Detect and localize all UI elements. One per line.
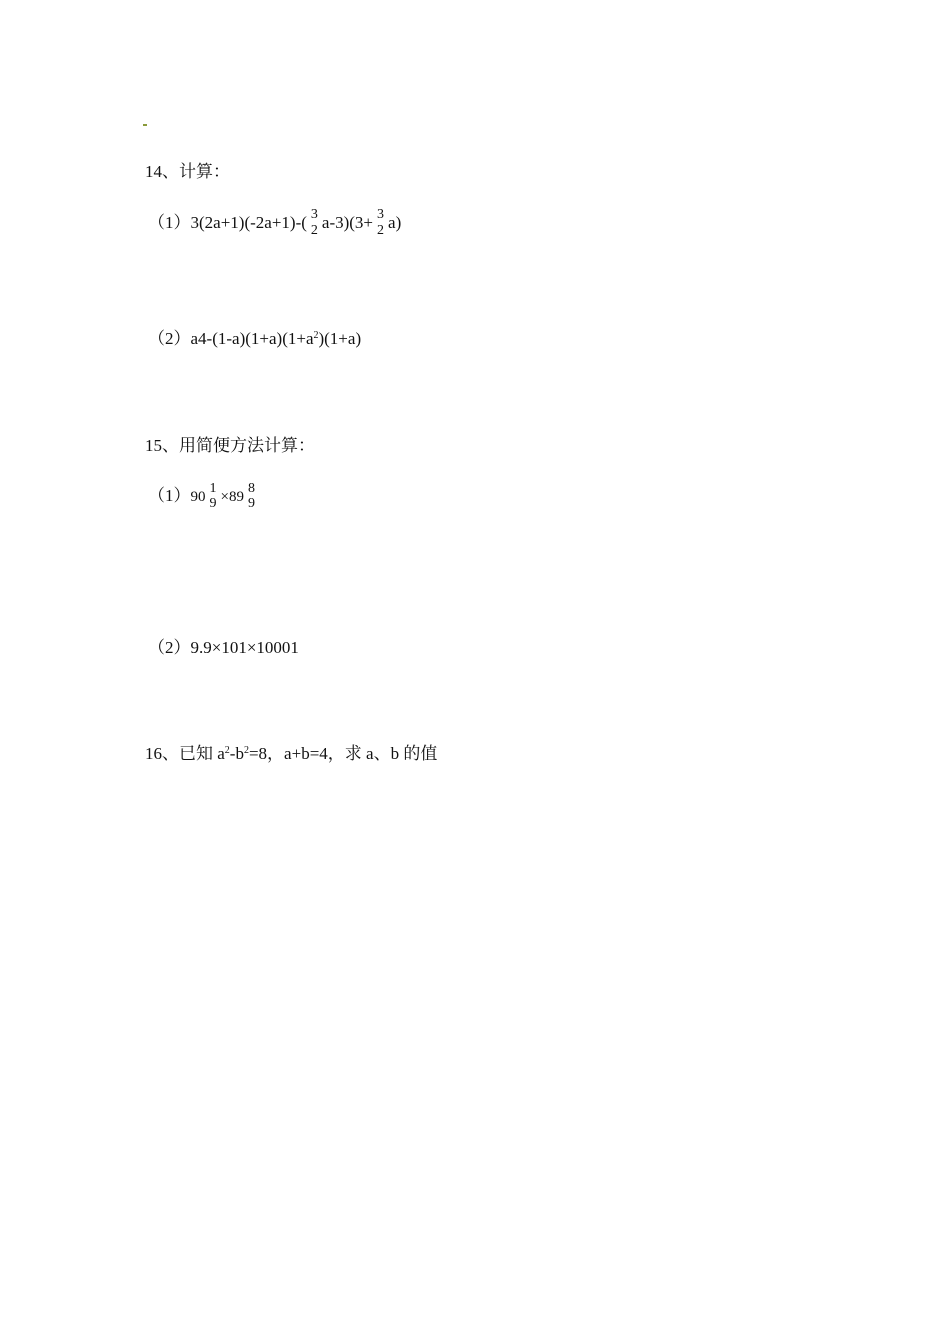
fraction-numerator: 1 xyxy=(209,481,217,496)
superscript: 2 xyxy=(313,330,319,341)
q15-part1-whole: 90 xyxy=(190,488,206,505)
q15-part2-expr: 9.9×101×10001 xyxy=(190,638,299,657)
fraction-numerator: 8 xyxy=(247,481,255,496)
fraction-3-2-b xyxy=(376,207,385,239)
q14-title: 14、计算： xyxy=(145,162,230,181)
q14-part2-expr-b: )(1+a) xyxy=(318,329,362,348)
q15-part1-times: ×89 xyxy=(220,488,244,505)
q15-part2-label: （2） xyxy=(148,638,191,657)
q14-part1-label: （1） xyxy=(148,212,191,232)
q15-part2 xyxy=(148,638,299,658)
q16-text-c: =8，a+b=4，求 a、b 的值 xyxy=(248,744,438,763)
fraction-numerator: 3 xyxy=(377,207,385,222)
q14-part1 xyxy=(148,208,401,240)
margin-mark xyxy=(143,124,147,126)
q16-text-b: -b xyxy=(229,744,244,763)
fraction-numerator: 3 xyxy=(310,207,318,222)
q14-part2-expr-a: a4-(1-a)(1+a)(1+a xyxy=(190,329,314,348)
fraction-denominator: 2 xyxy=(377,223,385,238)
q16-text-a: 、已知 a xyxy=(162,744,225,763)
fraction-8-9 xyxy=(247,481,256,511)
q15-part1-label: （1） xyxy=(148,485,191,505)
fraction-denominator: 2 xyxy=(310,223,318,238)
q14-part1-expr-b: a-3)(3+ xyxy=(321,212,374,232)
q14-part2-label: （2） xyxy=(148,329,191,348)
q14-part1-expr-c: a) xyxy=(388,212,402,232)
fraction-3-2-a xyxy=(310,207,319,239)
q16-statement xyxy=(145,744,437,764)
fraction-denominator: 9 xyxy=(209,496,217,511)
fraction-1-9 xyxy=(209,481,218,511)
q14-part2 xyxy=(148,329,361,349)
superscript: 2 xyxy=(224,745,230,756)
superscript: 2 xyxy=(243,745,249,756)
q14-part1-expr-a: 3(2a+1)(-2a+1)-( xyxy=(190,212,307,232)
q15-part1 xyxy=(148,482,259,512)
q16-number: 16 xyxy=(145,744,162,763)
fraction-denominator: 9 xyxy=(247,496,255,511)
q15-title: 15、用简便方法计算： xyxy=(145,436,315,455)
